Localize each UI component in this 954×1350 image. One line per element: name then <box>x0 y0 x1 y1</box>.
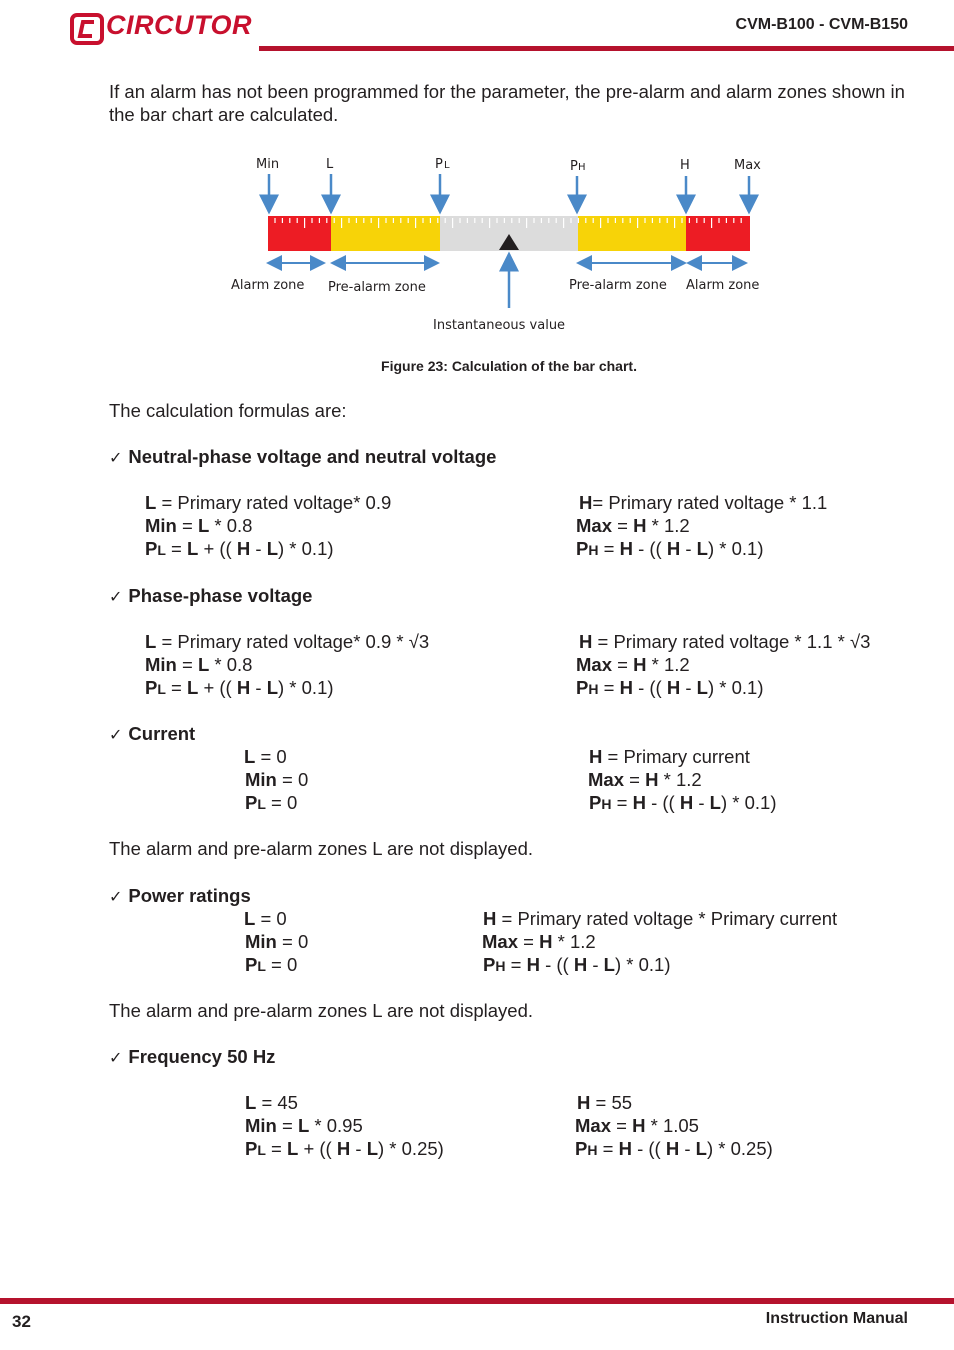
checkmark-icon: ✓ <box>109 587 123 606</box>
section-title-current: ✓ Current <box>109 723 196 744</box>
formula-phase-h: H = Primary rated voltage * 1.1 * √3 <box>579 631 871 652</box>
label-pl-p: P <box>435 157 443 172</box>
label-alarm-zone-left: Alarm zone <box>231 278 305 293</box>
note-power: The alarm and pre-alarm zones L are not displayed. <box>109 1000 534 1021</box>
header-rule <box>259 46 954 51</box>
section-title-phase: ✓ Phase-phase voltage <box>109 585 313 606</box>
formula-power-l: L = 0 <box>244 908 287 929</box>
note-current: The alarm and pre-alarm zones L are not displayed. <box>109 838 534 859</box>
formula-phase-ph: PH = H - (( H - L) * 0.1) <box>576 677 764 698</box>
formula-phase-l: L = Primary rated voltage* 0.9 * √3 <box>145 631 430 652</box>
label-ph-p: P <box>570 159 578 174</box>
formula-power-h: H = Primary rated voltage * Primary current <box>483 908 838 929</box>
checkmark-icon: ✓ <box>109 448 123 467</box>
checkmark-icon: ✓ <box>109 725 123 744</box>
formula-current-h: H = Primary current <box>589 746 750 767</box>
bar-chart-figure <box>220 150 780 340</box>
label-alarm-zone-right: Alarm zone <box>686 278 760 293</box>
formula-power-pl: PL = 0 <box>245 954 298 975</box>
logo-text: CIRCUTOR <box>106 10 253 40</box>
section-title-neutral: ✓ Neutral-phase voltage and neutral voltage <box>109 446 497 467</box>
label-pl-l: L <box>444 160 450 171</box>
section-title-frequency: ✓ Frequency 50 Hz <box>109 1046 276 1067</box>
formula-current-ph: PH = H - (( H - L) * 0.1) <box>589 792 777 813</box>
alarm-zone-high-bar <box>686 216 750 251</box>
formula-current-max: Max = H * 1.2 <box>588 769 702 790</box>
formula-power-min: Min = 0 <box>245 931 309 952</box>
prealarm-zone-high-bar <box>578 216 686 251</box>
formula-current-min: Min = 0 <box>245 769 309 790</box>
alarm-zone-low-bar <box>268 216 331 251</box>
label-l: L <box>326 157 334 172</box>
figure-caption: Figure 23: Calculation of the bar chart. <box>381 358 637 374</box>
label-h: H <box>680 158 690 173</box>
formula-neutral-l: L = Primary rated voltage* 0.9 <box>145 492 392 513</box>
formula-frequency-ph: PH = H - (( H - L) * 0.25) <box>575 1138 773 1159</box>
formula-phase-max: Max = H * 1.2 <box>576 654 690 675</box>
label-min: Min <box>256 157 280 172</box>
formula-frequency-h: H = 55 <box>577 1092 633 1113</box>
label-instantaneous-value: Instantaneous value <box>433 318 566 333</box>
formula-phase-min: Min = L * 0.8 <box>145 654 253 675</box>
page-number: 32 <box>12 1312 31 1331</box>
footer-rule <box>0 1298 954 1304</box>
formula-neutral-max: Max = H * 1.2 <box>576 515 690 536</box>
label-max: Max <box>734 158 761 173</box>
formula-frequency-max: Max = H * 1.05 <box>575 1115 699 1136</box>
formula-current-l: L = 0 <box>244 746 287 767</box>
formula-frequency-pl: PL = L + (( H - L) * 0.25) <box>245 1138 444 1159</box>
checkmark-icon: ✓ <box>109 1048 123 1067</box>
footer-manual-title: Instruction Manual <box>765 1310 908 1327</box>
formula-neutral-h: H= Primary rated voltage * 1.1 <box>579 492 828 513</box>
formula-frequency-min: Min = L * 0.95 <box>245 1115 363 1136</box>
formula-neutral-ph: PH = H - (( H - L) * 0.1) <box>576 538 764 559</box>
formula-power-ph: PH = H - (( H - L) * 0.1) <box>483 954 671 975</box>
formula-frequency-l: L = 45 <box>245 1092 298 1113</box>
formula-power-max: Max = H * 1.2 <box>482 931 596 952</box>
section-title-power: ✓ Power ratings <box>109 885 251 906</box>
intro-paragraph: If an alarm has not been programmed for the parameter, the pre-alarm and alarm zones shown in the bar chart are calculated. <box>109 81 905 125</box>
formulas-intro: The calculation formulas are: <box>109 400 347 421</box>
formula-neutral-min: Min = L * 0.8 <box>145 515 253 536</box>
label-prealarm-zone-left: Pre-alarm zone <box>328 280 426 295</box>
model-title: CVM-B100 - CVM-B150 <box>735 16 908 33</box>
formula-phase-pl: PL = L + (( H - L) * 0.1) <box>145 677 334 698</box>
label-ph-h: H <box>578 162 586 173</box>
formula-neutral-pl: PL = L + (( H - L) * 0.1) <box>145 538 334 559</box>
label-prealarm-zone-right: Pre-alarm zone <box>569 278 667 293</box>
formula-current-pl: PL = 0 <box>245 792 298 813</box>
checkmark-icon: ✓ <box>109 887 123 906</box>
